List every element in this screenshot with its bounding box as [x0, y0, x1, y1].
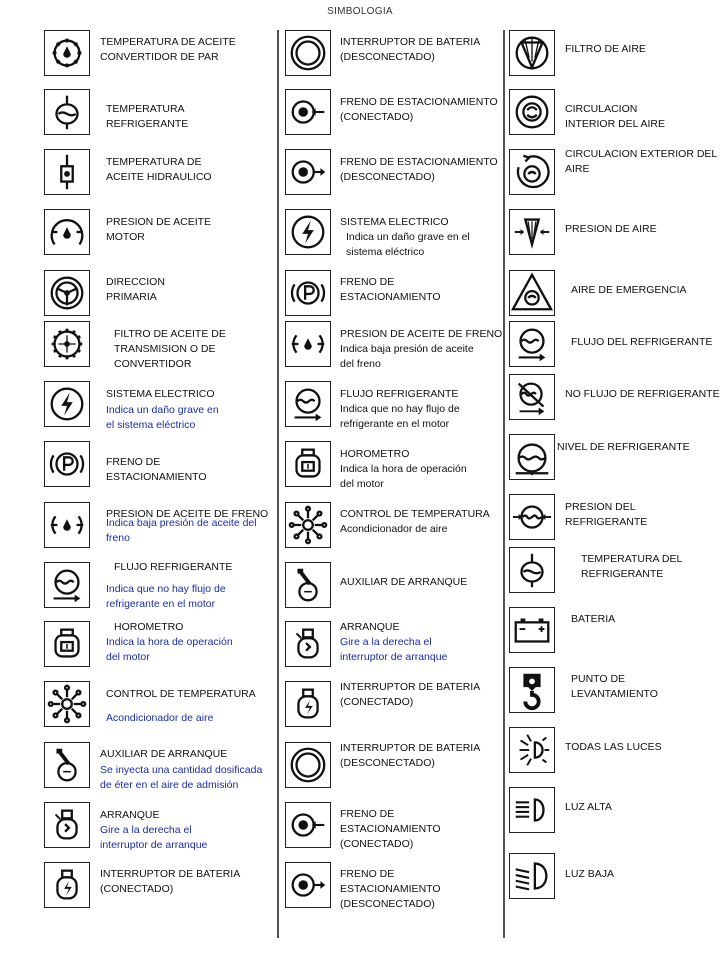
symbol-label: TEMPERATURA DE ACEITE CONVERTIDOR DE PAR: [100, 36, 236, 63]
symbol-label: FRENO DE ESTACIONAMIENTO: [106, 456, 207, 483]
engine-oil-pressure-icon: [44, 209, 90, 255]
symbol-label: FLUJO DEL REFRIGERANTE: [571, 336, 713, 348]
parking-brake-engaged-icon: [285, 802, 331, 848]
symbol-label: NIVEL DE REFRIGERANTE: [557, 441, 690, 453]
parking-brake-engaged-icon: [285, 89, 331, 135]
symbol-label: TEMPERATURA DE ACEITE HIDRAULICO: [106, 156, 212, 183]
symbol-label: FLUJO REFRIGERANTE: [114, 561, 233, 573]
climate-control-icon: [285, 502, 331, 548]
symbol-label: AIRE DE EMERGENCIA: [571, 284, 687, 296]
starter-icon: [44, 802, 90, 848]
symbol-label: INTERRUPTOR DE BATERIA (DESCONECTADO): [340, 36, 481, 63]
climate-control-icon: [44, 681, 90, 727]
symbol-description: Gire a la derecha el interruptor de arranque: [100, 824, 208, 851]
symbol-label: ARRANQUE: [100, 809, 160, 821]
symbol-label: FILTRO DE AIRE: [565, 43, 646, 55]
start-aid-icon: [285, 562, 331, 608]
electrical-system-icon: [44, 381, 90, 427]
start-aid-icon: [44, 742, 90, 788]
symbol-label: FRENO DE ESTACIONAMIENTO (DESCONECTADO): [340, 156, 498, 183]
coolant-flow-icon: [285, 381, 331, 427]
brake-oil-pressure-icon: [285, 321, 331, 367]
symbol-label: PRESION DE ACEITE DE FRENO Indica baja presión de aceite del freno: [340, 328, 503, 370]
parking-brake-released-icon: [285, 149, 331, 195]
symbol-label: LUZ ALTA: [565, 801, 612, 813]
no-coolant-flow-icon: [509, 374, 555, 420]
steering-wheel-icon: [44, 270, 90, 316]
symbol-description: Indica la hora de operación del motor: [106, 636, 233, 663]
symbol-label: INTERRUPTOR DE BATERIA (CONECTADO): [100, 868, 241, 895]
symbol-description: Gire a la derecha el interruptor de arranque: [340, 636, 448, 663]
hour-meter-icon: [285, 441, 331, 487]
battery-switch-off-icon: [285, 742, 331, 788]
symbol-label: BATERIA: [571, 613, 616, 625]
symbol-label: TEMPERATURA DEL REFRIGERANTE: [581, 553, 683, 580]
high-beam-icon: [509, 787, 555, 833]
symbol-label: CIRCULACION EXTERIOR DEL AIRE: [565, 148, 718, 175]
air-pressure-icon: [509, 209, 555, 255]
symbol-label: TODAS LAS LUCES: [565, 741, 662, 753]
symbol-label: HOROMETRO Indica la hora de operación del motor: [340, 448, 467, 490]
symbol-label: DIRECCION PRIMARIA: [106, 276, 165, 303]
lifting-point-icon: [509, 667, 555, 713]
coolant-flow-icon: [509, 321, 555, 367]
symbol-label: FRENO DE ESTACIONAMIENTO (CONECTADO): [340, 808, 441, 850]
symbol-label: FRENO DE ESTACIONAMIENTO (CONECTADO): [340, 96, 498, 123]
outside-air-icon: [509, 149, 555, 195]
battery-switch-on-icon: [285, 681, 331, 727]
battery-switch-on-icon: [44, 862, 90, 908]
symbol-label: PRESION DE ACEITE MOTOR: [106, 216, 212, 243]
symbol-description: Indica un daño grave en el sistema eléctrico: [346, 231, 470, 258]
coolant-level-icon: [509, 434, 555, 480]
symbol-label: INTERRUPTOR DE BATERIA (CONECTADO): [340, 681, 481, 708]
symbol-description: Acondicionador de aire: [106, 712, 214, 724]
air-filter-icon: [509, 30, 555, 76]
brake-oil-pressure-icon: [44, 502, 90, 548]
symbol-label: INTERRUPTOR DE BATERIA (DESCONECTADO): [340, 742, 481, 769]
air-recirculation-icon: [509, 89, 555, 135]
symbol-label: CIRCULACION INTERIOR DEL AIRE: [565, 103, 665, 130]
emergency-air-icon: [509, 270, 555, 316]
coolant-temperature-icon: [44, 89, 90, 135]
transmission-filter-icon: [44, 321, 90, 367]
starter-icon: [285, 621, 331, 667]
hour-meter-icon: [44, 621, 90, 667]
oil-temperature-converter-icon: [44, 30, 90, 76]
symbol-label: TEMPERATURA REFRIGERANTE: [106, 103, 189, 130]
all-lights-icon: [509, 727, 555, 773]
parking-brake-released-icon: [285, 862, 331, 908]
symbol-label: FLUJO REFRIGERANTE Indica que no hay flujo de refrigerante en el motor: [340, 388, 460, 430]
symbol-label: AUXILIAR DE ARRANQUE: [100, 748, 228, 760]
page-title: SIMBOLOGIA: [327, 6, 393, 17]
battery-icon: [509, 607, 555, 653]
symbol-label: ARRANQUE: [340, 621, 400, 633]
coolant-temperature-icon: [509, 547, 555, 593]
symbol-label: FILTRO DE ACEITE DE TRANSMISION O DE CONVERTIDOR: [114, 328, 226, 370]
hydraulic-oil-temperature-icon: [44, 149, 90, 195]
symbol-label: PRESION DEL REFRIGERANTE: [565, 501, 648, 528]
coolant-flow-icon: [44, 562, 90, 608]
symbol-label: PRESION DE AIRE: [565, 223, 657, 235]
electrical-system-icon: [285, 209, 331, 255]
symbol-label: CONTROL DE TEMPERATURA Acondicionador de aire: [340, 508, 490, 535]
parking-brake-icon: [44, 441, 90, 487]
symbol-label: HOROMETRO: [114, 621, 184, 633]
symbol-label: SISTEMA ELECTRICO: [106, 388, 215, 400]
symbol-label: FRENO DE ESTACIONAMIENTO (DESCONECTADO): [340, 868, 441, 910]
column-divider-2: [503, 30, 505, 938]
column-divider-1: [277, 30, 279, 938]
symbol-description: Se inyecta una cantidad dosificada de éter en el aire de admisión: [100, 764, 263, 791]
parking-brake-icon: [285, 270, 331, 316]
symbol-label: PRESION DE ACEITE DE FRENO: [106, 508, 269, 520]
symbol-label: SISTEMA ELECTRICO: [340, 216, 449, 228]
symbol-label: LUZ BAJA: [565, 868, 615, 880]
symbol-label: FRENO DE ESTACIONAMIENTO: [340, 276, 441, 303]
symbol-description: Indica que no hay flujo de refrigerante en el motor: [106, 583, 226, 610]
symbol-description: Indica un daño grave en el sistema eléctrico: [106, 404, 219, 431]
battery-switch-off-icon: [285, 30, 331, 76]
symbol-label: AUXILIAR DE ARRANQUE: [340, 576, 468, 588]
coolant-pressure-icon: [509, 494, 555, 540]
symbol-label: PUNTO DE LEVANTAMIENTO: [571, 673, 658, 700]
symbol-label: CONTROL DE TEMPERATURA: [106, 688, 256, 700]
symbol-label: NO FLUJO DE REFRIGERANTE: [565, 388, 720, 400]
low-beam-icon: [509, 853, 555, 899]
symbol-description: Indica baja presión de aceite del freno: [106, 517, 257, 544]
